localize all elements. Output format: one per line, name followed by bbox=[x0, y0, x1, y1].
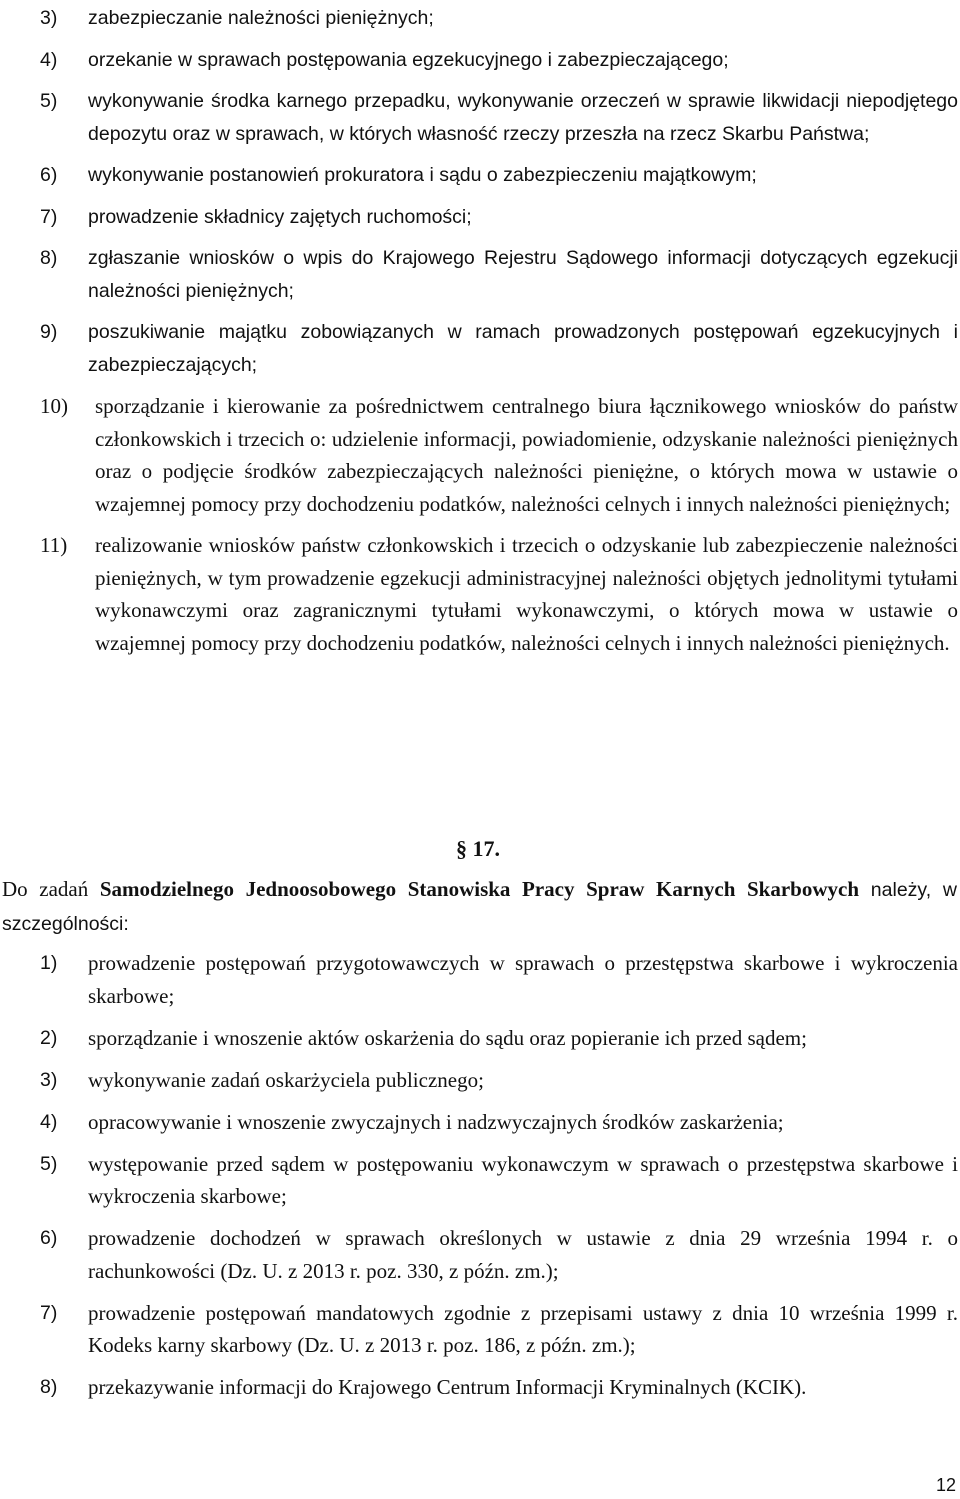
list-item-number: 1) bbox=[40, 952, 58, 974]
list-item bbox=[40, 159, 958, 192]
unit-name: Samodzielnego Jednoosobowego Stanowiska Pracy Spraw Karnych Skarbowych bbox=[99, 877, 860, 901]
list-item-text: zabezpieczanie należności pieniężnych; bbox=[88, 7, 434, 29]
list-item-text: wykonywanie zadań oskarżyciela publicznego; bbox=[88, 1067, 484, 1092]
list-item bbox=[40, 1022, 958, 1055]
list-item bbox=[40, 1148, 958, 1213]
list-item-text: sporządzanie i wnoszenie aktów oskarżenia do sądu oraz popieranie ich przed sądem; bbox=[88, 1025, 807, 1050]
list-item-text: zgłaszanie wniosków o wpis do Krajowego Rejestru Sądowego informacji dotyczących egzekucji należności pieniężnych; bbox=[88, 247, 958, 302]
list-item-text: prowadzenie postępowań mandatowych zgodnie z przepisami ustawy z dnia 10 września 1999 r. Kodeks karny skarbowy (Dz. U. z 2013 r. poz. 186, z późn. zm.); bbox=[88, 1300, 958, 1357]
list-item bbox=[40, 947, 958, 1012]
list-item bbox=[40, 390, 958, 520]
list-item bbox=[40, 44, 958, 77]
task-list-continuation bbox=[40, 2, 958, 668]
list-item-number: 6) bbox=[40, 1227, 58, 1249]
list-item-number: 4) bbox=[40, 1110, 58, 1133]
list-item-text: prowadzenie składnicy zajętych ruchomości; bbox=[88, 205, 472, 228]
list-item-number: 3) bbox=[40, 1068, 58, 1091]
list-item-text: realizowanie wniosków państw członkowskich i trzecich o odzyskanie lub zabezpieczenie należności pieniężnych, w tym prowadzenie egzekucji administracyjnej należności objętych jednolitymi tytułami wykonawczymi oraz zagranicznymi tytułami wykonawczymi, o których mowa w ustawie o wzajemnej pomocy przy dochodzeniu podatków, należności celnych i innych należności pieniężnych. bbox=[95, 533, 958, 655]
list-item bbox=[40, 242, 958, 307]
list-item-number: 7) bbox=[40, 205, 58, 228]
section-heading: § 17. bbox=[456, 836, 500, 861]
page-number: 12 bbox=[935, 1475, 956, 1495]
list-item bbox=[40, 1297, 958, 1362]
intro-prefix: Do zadań bbox=[2, 877, 100, 901]
list-item bbox=[40, 316, 958, 381]
list-item-number: 6) bbox=[40, 164, 58, 186]
list-item-number: 11) bbox=[40, 533, 68, 557]
intro-suffix: należy, w szczególności: bbox=[2, 879, 957, 935]
list-item-text: orzekanie w sprawach postępowania egzekucyjnego i zabezpieczającego; bbox=[88, 48, 729, 71]
list-item-text: przekazywanie informacji do Krajowego Centrum Informacji Kryminalnych (KCIK). bbox=[88, 1375, 807, 1399]
list-item-text: opracowywanie i wnoszenie zwyczajnych i nadzwyczajnych środków zaskarżenia; bbox=[88, 1109, 784, 1134]
list-item bbox=[40, 2, 958, 35]
list-item bbox=[40, 529, 958, 659]
list-item bbox=[40, 201, 958, 234]
list-item-number: 3) bbox=[40, 7, 58, 29]
list-item bbox=[40, 1106, 958, 1139]
list-item-number: 4) bbox=[40, 48, 58, 71]
list-item-text: wykonywanie środka karnego przepadku, wykonywanie orzeczeń w sprawie likwidacji niepodjętego depozytu oraz w sprawach, w których własność rzeczy przeszła na rzecz Skarbu Państwa; bbox=[88, 90, 958, 145]
list-item-text: występowanie przed sądem w postępowaniu wykonawczym w sprawach o przestępstwa skarbowe i wykroczenia skarbowe; bbox=[88, 1151, 958, 1208]
list-item-number: 5) bbox=[40, 90, 58, 112]
list-item-number: 8) bbox=[40, 1376, 58, 1398]
list-item bbox=[40, 85, 958, 150]
list-item-text: poszukiwanie majątku zobowiązanych w ramach prowadzonych postępowań egzekucyjnych i zabezpieczających; bbox=[88, 321, 958, 376]
task-list-section17 bbox=[40, 947, 958, 1413]
list-item-text: prowadzenie postępowań przygotowawczych w sprawach o przestępstwa skarbowe i wykroczenia skarbowe; bbox=[88, 951, 958, 1008]
list-item-text: sporządzanie i kierowanie za pośrednictwem centralnego biura łącznikowego wniosków do państw członkowskich i trzecich o: udzielenie informacji, powiadomienie, odzyskanie należności pieniężnych oraz o podjęcie środków zabezpieczających należności pieniężne, o których mowa w ustawie o wzajemnej pomocy przy dochodzeniu podatków, należności celnych i innych należności pieniężnych; bbox=[95, 394, 958, 516]
section-intro bbox=[2, 873, 957, 940]
list-item-number: 5) bbox=[40, 1152, 58, 1175]
list-item-number: 8) bbox=[40, 247, 58, 269]
list-item-number: 9) bbox=[40, 321, 58, 343]
list-item-number: 10) bbox=[40, 394, 68, 418]
list-item-text: wykonywanie postanowień prokuratora i sądu o zabezpieczeniu majątkowym; bbox=[88, 164, 757, 186]
list-item-number: 7) bbox=[40, 1301, 58, 1324]
list-item-number: 2) bbox=[40, 1026, 58, 1049]
list-item bbox=[40, 1222, 958, 1287]
list-item-text: prowadzenie dochodzeń w sprawach określonych w ustawie z dnia 29 września 1994 r. o rachunkowości (Dz. U. z 2013 r. poz. 330, z późn. zm.); bbox=[88, 1226, 958, 1283]
list-item bbox=[40, 1064, 958, 1097]
list-item bbox=[40, 1371, 958, 1404]
